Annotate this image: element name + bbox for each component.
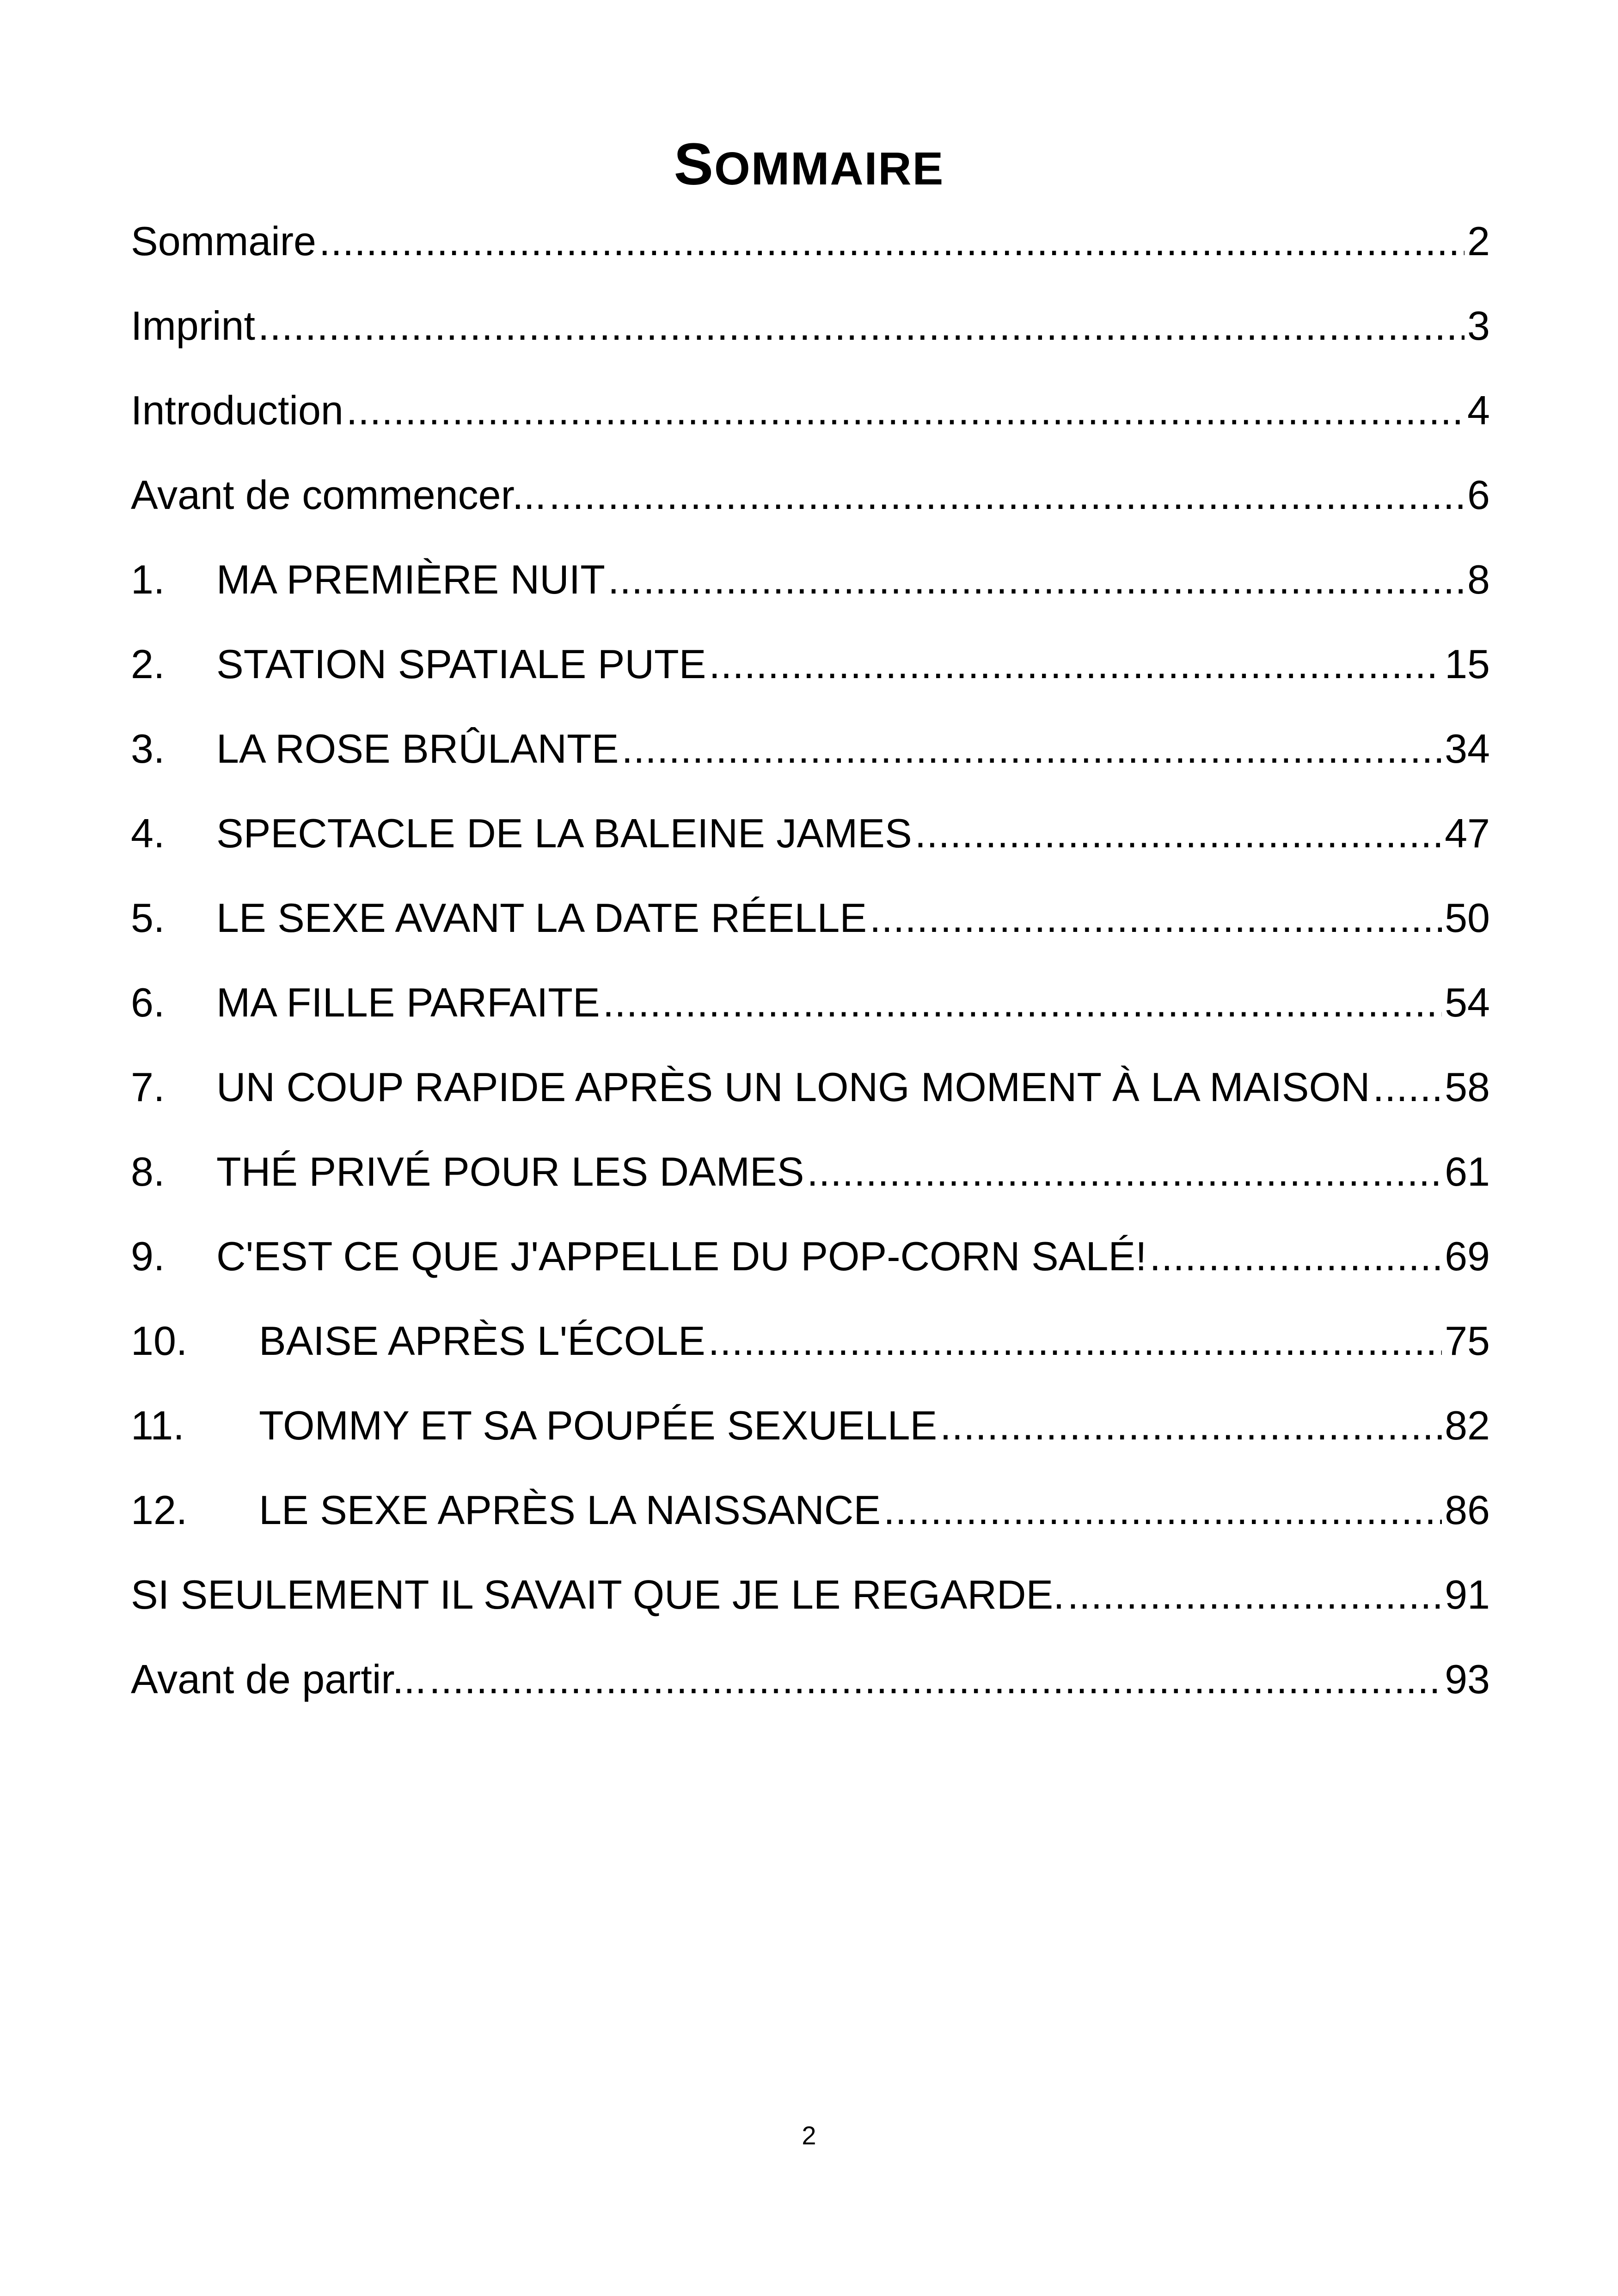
- toc-entry-chapter-8[interactable]: [131, 1129, 1490, 1214]
- toc-entry-label: TOMMY ET SA POUPÉE SEXUELLE: [259, 1402, 938, 1448]
- toc-entry-number: 11.: [131, 1402, 184, 1448]
- toc-entry-label: LE SEXE APRÈS LA NAISSANCE: [259, 1487, 881, 1533]
- toc-dot-leader: [622, 706, 1442, 791]
- toc-dot-leader: [319, 199, 1465, 283]
- toc-entry-page: 6: [1467, 472, 1490, 518]
- toc-entry-page: 34: [1445, 726, 1490, 771]
- toc-entry-number: 10.: [131, 1318, 188, 1364]
- toc-entry-page: 8: [1467, 557, 1490, 602]
- toc-entry-number: 8.: [131, 1149, 165, 1194]
- toc-entry-page: 47: [1445, 810, 1490, 856]
- toc-entry-chapter-5[interactable]: [131, 876, 1490, 960]
- toc-entry-label: MA PREMIÈRE NUIT: [216, 557, 605, 602]
- page-title: [0, 128, 1618, 206]
- toc-entry-label: UN COUP RAPIDE APRÈS UN LONG MOMENT À LA MAISON: [216, 1064, 1370, 1110]
- toc-entry-page: 50: [1445, 895, 1490, 941]
- toc-entry-label: MA FILLE PARFAITE: [216, 980, 600, 1025]
- toc-entry-label: Avant de partir...: [131, 1656, 427, 1702]
- toc-entry-page: 91: [1445, 1572, 1490, 1617]
- toc-entry-number: 4.: [131, 810, 165, 856]
- toc-dot-leader: [708, 1298, 1442, 1383]
- toc-entry-chapter-10[interactable]: [131, 1298, 1490, 1383]
- toc-entry-label: Sommaire: [131, 218, 316, 264]
- toc-entry-number: 1.: [131, 557, 165, 602]
- toc-dot-leader: [883, 1468, 1442, 1552]
- toc-entry-chapter-3[interactable]: [131, 706, 1490, 791]
- toc-entry-label: BAISE APRÈS L'ÉCOLE: [259, 1318, 705, 1364]
- toc-entry-chapter-11[interactable]: [131, 1383, 1490, 1468]
- toc-entry-label: SI SEULEMENT IL SAVAIT QUE JE LE REGARDE.: [131, 1572, 1065, 1617]
- toc-dot-leader: [603, 960, 1442, 1045]
- toc-entry-imprint[interactable]: [131, 283, 1490, 368]
- toc-entry-page: 15: [1445, 641, 1490, 687]
- toc-entry-number: 3.: [131, 726, 165, 771]
- toc-entry-label: Imprint: [131, 303, 255, 349]
- toc-entry-chapter-2[interactable]: [131, 622, 1490, 706]
- toc-entry-chapter-1[interactable]: [131, 537, 1490, 622]
- toc-dot-leader: [915, 791, 1442, 876]
- toc-entry-chapter-9[interactable]: [131, 1214, 1490, 1298]
- toc-entry-chapter-4[interactable]: [131, 791, 1490, 876]
- toc-dot-leader: [549, 453, 1465, 537]
- title-initial: S: [674, 131, 715, 197]
- toc-dot-leader: [429, 1637, 1442, 1721]
- toc-entry-number: 9.: [131, 1233, 165, 1279]
- toc-entry-number: 2.: [131, 641, 165, 687]
- toc-entry-label: STATION SPATIALE PUTE: [216, 641, 706, 687]
- toc-entry-number: 12.: [131, 1487, 188, 1533]
- toc-entry-si-seulement[interactable]: [131, 1552, 1490, 1637]
- toc-dot-leader: [870, 876, 1442, 960]
- toc-entry-label: LA ROSE BRÛLANTE: [216, 726, 619, 771]
- toc-dot-leader: [807, 1129, 1442, 1214]
- toc-entry-page: 54: [1445, 980, 1490, 1025]
- toc-entry-label: THÉ PRIVÉ POUR LES DAMES: [216, 1149, 804, 1194]
- toc-entry-page: 69: [1445, 1233, 1490, 1279]
- toc-dot-leader: [709, 622, 1442, 706]
- table-of-contents: [131, 199, 1490, 1721]
- toc-entry-chapter-12[interactable]: [131, 1468, 1490, 1552]
- toc-entry-label: SPECTACLE DE LA BALEINE JAMES: [216, 810, 912, 856]
- toc-entry-label: Avant de commencer...: [131, 472, 546, 518]
- toc-dot-leader: [608, 537, 1465, 622]
- toc-dot-leader: [346, 368, 1465, 453]
- toc-entry-page: 58: [1445, 1064, 1490, 1110]
- toc-entry-page: 3: [1467, 303, 1490, 349]
- toc-dot-leader: [258, 283, 1465, 368]
- page-number: 2: [802, 2121, 816, 2150]
- toc-entry-label: Introduction: [131, 387, 343, 433]
- toc-entry-avant-de-commencer[interactable]: [131, 453, 1490, 537]
- toc-entry-page: 86: [1445, 1487, 1490, 1533]
- toc-entry-avant-de-partir[interactable]: [131, 1637, 1490, 1721]
- toc-entry-number: 7.: [131, 1064, 165, 1110]
- toc-entry-page: 4: [1467, 387, 1490, 433]
- toc-entry-sommaire[interactable]: [131, 199, 1490, 283]
- toc-entry-page: 93: [1445, 1656, 1490, 1702]
- toc-entry-page: 61: [1445, 1149, 1490, 1194]
- toc-dot-leader: [1373, 1045, 1442, 1129]
- toc-entry-label: LE SEXE AVANT LA DATE RÉELLE: [216, 895, 867, 941]
- toc-dot-leader: [1150, 1214, 1442, 1298]
- toc-entry-chapter-7[interactable]: [131, 1045, 1490, 1129]
- toc-entry-page: 2: [1467, 218, 1490, 264]
- toc-dot-leader: [1067, 1552, 1442, 1637]
- toc-entry-page: 82: [1445, 1402, 1490, 1448]
- title-rest: OMMAIRE: [714, 142, 944, 195]
- toc-entry-introduction[interactable]: [131, 368, 1490, 453]
- toc-entry-number: 6.: [131, 980, 165, 1025]
- toc-entry-number: 5.: [131, 895, 165, 941]
- toc-dot-leader: [940, 1383, 1442, 1468]
- toc-entry-chapter-6[interactable]: [131, 960, 1490, 1045]
- toc-entry-page: 75: [1445, 1318, 1490, 1364]
- toc-entry-label: C'EST CE QUE J'APPELLE DU POP-CORN SALÉ!: [216, 1233, 1147, 1279]
